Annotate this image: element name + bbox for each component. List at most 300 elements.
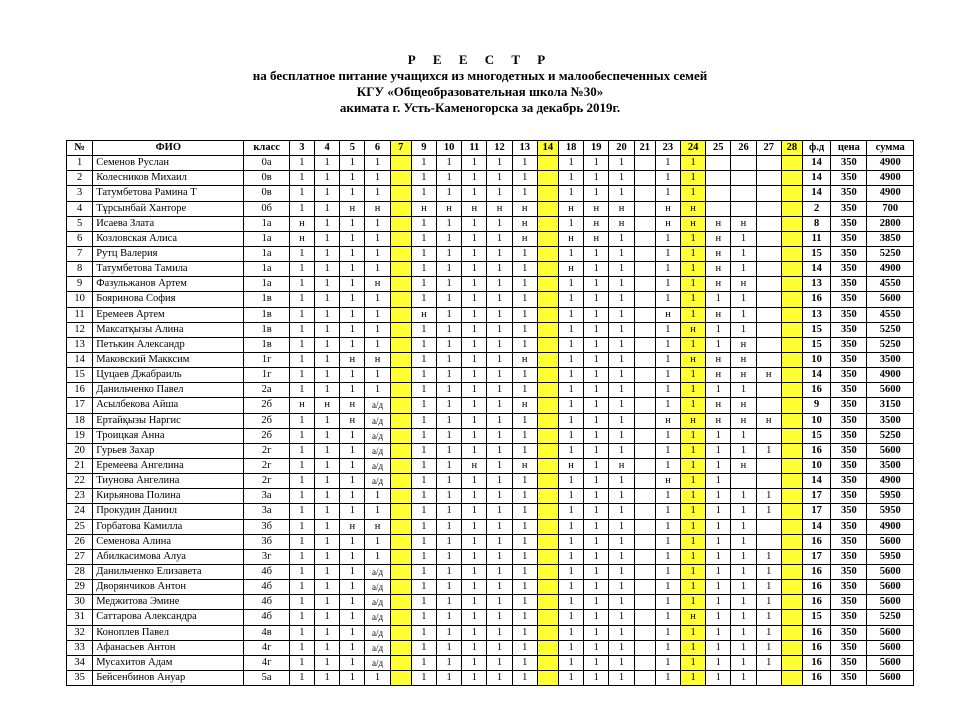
price-cell: 350 — [831, 398, 867, 413]
attendance-cell: 1 — [289, 186, 314, 201]
attendance-cell: 1 — [487, 186, 512, 201]
attendance-cell — [781, 186, 802, 201]
attendance-cell: н — [706, 413, 731, 428]
attendance-cell: 1 — [756, 640, 781, 655]
attendance-cell: 1 — [756, 595, 781, 610]
sum-cell: 3150 — [867, 398, 914, 413]
attendance-cell: 1 — [487, 322, 512, 337]
days-total: 14 — [802, 368, 830, 383]
attendance-cell: 1 — [487, 640, 512, 655]
attendance-cell: 1 — [340, 625, 365, 640]
attendance-cell — [390, 549, 411, 564]
attendance-cell: 1 — [609, 292, 634, 307]
attendance-cell: 1 — [315, 564, 340, 579]
attendance-cell — [781, 216, 802, 231]
attendance-cell: 1 — [411, 413, 436, 428]
price-cell: 350 — [831, 231, 867, 246]
attendance-cell — [756, 156, 781, 171]
attendance-cell: 1 — [655, 625, 680, 640]
attendance-cell — [537, 368, 558, 383]
price-cell: 350 — [831, 352, 867, 367]
days-total: 2 — [802, 201, 830, 216]
attendance-cell: 1 — [680, 307, 705, 322]
attendance-cell — [390, 670, 411, 685]
attendance-cell: 1 — [315, 156, 340, 171]
attendance-cell — [537, 443, 558, 458]
attendance-cell — [537, 458, 558, 473]
sum-cell: 5600 — [867, 670, 914, 685]
attendance-cell — [781, 549, 802, 564]
attendance-cell: 1 — [609, 231, 634, 246]
table-row — [67, 625, 914, 640]
attendance-cell: н — [706, 231, 731, 246]
attendance-cell: н — [756, 368, 781, 383]
attendance-cell: 1 — [512, 246, 537, 261]
attendance-cell: н — [289, 216, 314, 231]
attendance-cell: н — [512, 458, 537, 473]
attendance-cell: 1 — [315, 231, 340, 246]
attendance-cell: 1 — [315, 519, 340, 534]
attendance-cell: 1 — [365, 489, 390, 504]
row-number: 2 — [67, 171, 93, 186]
sum-cell: 5250 — [867, 322, 914, 337]
attendance-cell: 1 — [756, 443, 781, 458]
attendance-cell: 1 — [609, 337, 634, 352]
sum-cell: 5600 — [867, 292, 914, 307]
days-total: 14 — [802, 156, 830, 171]
attendance-cell: н — [462, 201, 487, 216]
row-number: 24 — [67, 504, 93, 519]
attendance-cell: 1 — [731, 489, 756, 504]
attendance-cell: 1 — [437, 670, 462, 685]
attendance-cell: 1 — [706, 489, 731, 504]
days-total: 16 — [802, 534, 830, 549]
attendance-cell: 1 — [655, 337, 680, 352]
attendance-cell — [756, 216, 781, 231]
student-name: Троицкая Анна — [93, 428, 244, 443]
attendance-cell — [537, 352, 558, 367]
days-total: 14 — [802, 262, 830, 277]
attendance-cell: 1 — [512, 595, 537, 610]
column-header: 14 — [537, 141, 558, 156]
price-cell: 350 — [831, 262, 867, 277]
price-cell: 350 — [831, 201, 867, 216]
class-cell: 2а — [244, 383, 289, 398]
attendance-cell: 1 — [462, 292, 487, 307]
attendance-cell: 1 — [289, 307, 314, 322]
attendance-cell: 1 — [462, 489, 487, 504]
attendance-cell: 1 — [559, 337, 584, 352]
column-header: 27 — [756, 141, 781, 156]
table-row — [67, 292, 914, 307]
attendance-cell: 1 — [411, 670, 436, 685]
column-header: 13 — [512, 141, 537, 156]
attendance-cell: 1 — [462, 443, 487, 458]
days-total: 16 — [802, 443, 830, 458]
attendance-cell: 1 — [655, 534, 680, 549]
attendance-cell: 1 — [731, 655, 756, 670]
attendance-cell: 1 — [584, 564, 609, 579]
row-number: 4 — [67, 201, 93, 216]
class-cell: 2б — [244, 428, 289, 443]
sum-cell: 5600 — [867, 625, 914, 640]
days-total: 14 — [802, 171, 830, 186]
attendance-cell: 1 — [315, 337, 340, 352]
attendance-cell: 1 — [462, 383, 487, 398]
attendance-cell: н — [680, 322, 705, 337]
attendance-cell — [390, 474, 411, 489]
attendance-cell: 1 — [584, 262, 609, 277]
attendance-cell: 1 — [437, 216, 462, 231]
attendance-cell — [537, 307, 558, 322]
attendance-cell: 1 — [462, 413, 487, 428]
days-total: 16 — [802, 595, 830, 610]
attendance-cell: 1 — [437, 292, 462, 307]
attendance-cell: н — [706, 277, 731, 292]
attendance-cell: н — [731, 352, 756, 367]
attendance-cell — [756, 201, 781, 216]
attendance-cell: 1 — [315, 322, 340, 337]
sum-cell: 5600 — [867, 564, 914, 579]
attendance-cell: 1 — [609, 610, 634, 625]
attendance-cell: 1 — [437, 383, 462, 398]
column-header: ФИО — [93, 141, 244, 156]
attendance-cell — [634, 201, 655, 216]
attendance-cell — [756, 337, 781, 352]
attendance-cell: н — [584, 231, 609, 246]
column-header: 5 — [340, 141, 365, 156]
attendance-cell — [634, 231, 655, 246]
attendance-cell: 1 — [340, 322, 365, 337]
attendance-cell: 1 — [289, 610, 314, 625]
price-cell: 350 — [831, 474, 867, 489]
attendance-cell: 1 — [340, 595, 365, 610]
price-cell: 350 — [831, 534, 867, 549]
attendance-cell — [781, 398, 802, 413]
attendance-cell — [537, 277, 558, 292]
attendance-cell: 1 — [584, 519, 609, 534]
table-row — [67, 443, 914, 458]
price-cell: 350 — [831, 186, 867, 201]
price-cell: 350 — [831, 322, 867, 337]
sum-cell: 5600 — [867, 534, 914, 549]
attendance-cell: 1 — [437, 443, 462, 458]
attendance-cell: 1 — [706, 670, 731, 685]
table-row — [67, 337, 914, 352]
attendance-cell: 1 — [731, 262, 756, 277]
attendance-cell — [781, 201, 802, 216]
sum-cell: 4900 — [867, 186, 914, 201]
attendance-cell: 1 — [365, 549, 390, 564]
attendance-cell: 1 — [731, 640, 756, 655]
sum-cell: 4550 — [867, 307, 914, 322]
attendance-cell: 1 — [437, 489, 462, 504]
attendance-cell: 1 — [584, 428, 609, 443]
price-cell: 350 — [831, 443, 867, 458]
attendance-cell: 1 — [365, 307, 390, 322]
price-cell: 350 — [831, 580, 867, 595]
attendance-cell: 1 — [756, 610, 781, 625]
attendance-cell — [390, 564, 411, 579]
attendance-cell: 1 — [289, 246, 314, 261]
student-name: Мусахитов Адам — [93, 655, 244, 670]
attendance-cell: 1 — [411, 383, 436, 398]
row-number: 32 — [67, 625, 93, 640]
attendance-cell — [390, 595, 411, 610]
student-name: Кирьянова Полина — [93, 489, 244, 504]
attendance-cell: 1 — [609, 352, 634, 367]
table-row — [67, 458, 914, 473]
row-number: 34 — [67, 655, 93, 670]
attendance-cell: 1 — [706, 292, 731, 307]
attendance-cell: 1 — [512, 307, 537, 322]
attendance-cell — [781, 443, 802, 458]
attendance-cell: н — [706, 262, 731, 277]
class-cell: 1г — [244, 352, 289, 367]
attendance-cell: 1 — [289, 443, 314, 458]
attendance-cell: 1 — [609, 307, 634, 322]
row-number: 15 — [67, 368, 93, 383]
document-subtitle: на бесплатное питание учащихся из многодетных и малообеспеченных семей — [252, 68, 708, 83]
attendance-cell: 1 — [437, 504, 462, 519]
attendance-cell — [731, 474, 756, 489]
sum-cell: 5600 — [867, 595, 914, 610]
attendance-cell: 1 — [437, 474, 462, 489]
price-cell: 350 — [831, 368, 867, 383]
attendance-cell: 1 — [340, 564, 365, 579]
attendance-cell: 1 — [655, 610, 680, 625]
attendance-cell: а/д — [365, 458, 390, 473]
attendance-cell: 1 — [559, 625, 584, 640]
class-cell: 3а — [244, 504, 289, 519]
column-header: 11 — [462, 141, 487, 156]
attendance-cell: н — [512, 231, 537, 246]
attendance-cell: 1 — [411, 640, 436, 655]
attendance-cell: 1 — [462, 428, 487, 443]
attendance-cell: а/д — [365, 625, 390, 640]
attendance-cell: 1 — [731, 580, 756, 595]
attendance-cell: 1 — [365, 292, 390, 307]
table-row — [67, 383, 914, 398]
attendance-cell — [756, 519, 781, 534]
attendance-cell: 1 — [609, 156, 634, 171]
attendance-cell: 1 — [756, 504, 781, 519]
attendance-cell — [537, 519, 558, 534]
attendance-cell: н — [706, 307, 731, 322]
attendance-cell — [634, 428, 655, 443]
attendance-cell — [781, 625, 802, 640]
attendance-cell: 1 — [411, 519, 436, 534]
attendance-cell — [781, 670, 802, 685]
document-title: Р Е Е С Т Р — [407, 52, 553, 67]
price-cell: 350 — [831, 337, 867, 352]
attendance-cell: 1 — [559, 246, 584, 261]
attendance-cell — [634, 413, 655, 428]
attendance-cell: 1 — [437, 231, 462, 246]
attendance-cell: 1 — [487, 564, 512, 579]
class-cell: 1а — [244, 246, 289, 261]
attendance-cell: 1 — [680, 171, 705, 186]
attendance-cell — [537, 337, 558, 352]
student-name: Татумбетова Рамина Т — [93, 186, 244, 201]
attendance-cell: н — [655, 474, 680, 489]
attendance-cell: 1 — [462, 352, 487, 367]
attendance-cell: 1 — [462, 519, 487, 534]
attendance-cell: 1 — [706, 580, 731, 595]
attendance-cell: 1 — [411, 277, 436, 292]
attendance-cell: 1 — [340, 292, 365, 307]
attendance-cell: 1 — [365, 171, 390, 186]
table-row — [67, 186, 914, 201]
attendance-cell: 1 — [437, 413, 462, 428]
price-cell: 350 — [831, 595, 867, 610]
attendance-cell: 1 — [559, 186, 584, 201]
price-cell: 350 — [831, 277, 867, 292]
attendance-cell: 1 — [315, 246, 340, 261]
sum-cell: 5250 — [867, 246, 914, 261]
attendance-cell: 1 — [609, 474, 634, 489]
attendance-cell: 1 — [462, 398, 487, 413]
attendance-cell — [756, 352, 781, 367]
attendance-cell: 1 — [584, 595, 609, 610]
attendance-cell: 1 — [559, 413, 584, 428]
student-name: Петькин Александр — [93, 337, 244, 352]
class-cell: 4б — [244, 595, 289, 610]
attendance-cell: 1 — [411, 458, 436, 473]
attendance-cell — [537, 625, 558, 640]
attendance-cell: 1 — [559, 610, 584, 625]
sum-cell: 5250 — [867, 428, 914, 443]
attendance-cell: 1 — [315, 186, 340, 201]
attendance-cell: 1 — [609, 625, 634, 640]
row-number: 21 — [67, 458, 93, 473]
attendance-cell: 1 — [584, 549, 609, 564]
student-name: Абилкасимова Алуа — [93, 549, 244, 564]
attendance-cell — [390, 352, 411, 367]
student-name: Прокудин Даниил — [93, 504, 244, 519]
sum-cell: 5600 — [867, 580, 914, 595]
attendance-cell: 1 — [584, 489, 609, 504]
attendance-cell: 1 — [512, 640, 537, 655]
attendance-cell: 1 — [411, 246, 436, 261]
attendance-cell: 1 — [437, 398, 462, 413]
attendance-cell — [537, 595, 558, 610]
class-cell: 4г — [244, 655, 289, 670]
class-cell: 4в — [244, 625, 289, 640]
attendance-cell: 1 — [315, 201, 340, 216]
attendance-cell: 1 — [655, 595, 680, 610]
student-name: Данильченко Елизавета — [93, 564, 244, 579]
days-total: 13 — [802, 307, 830, 322]
attendance-cell: 1 — [462, 186, 487, 201]
attendance-cell: 1 — [289, 292, 314, 307]
attendance-cell: 1 — [411, 564, 436, 579]
attendance-cell: 1 — [462, 277, 487, 292]
student-name: Тиунова Ангелина — [93, 474, 244, 489]
attendance-cell: 1 — [411, 352, 436, 367]
table-row — [67, 489, 914, 504]
attendance-cell — [706, 201, 731, 216]
attendance-cell: 1 — [559, 368, 584, 383]
attendance-cell: н — [340, 519, 365, 534]
student-name: Колесников Михаил — [93, 171, 244, 186]
attendance-cell: 1 — [487, 504, 512, 519]
attendance-cell — [634, 474, 655, 489]
attendance-cell: 1 — [411, 428, 436, 443]
attendance-cell: 1 — [609, 564, 634, 579]
class-cell: 1а — [244, 277, 289, 292]
attendance-cell: 1 — [756, 489, 781, 504]
attendance-cell: 1 — [487, 489, 512, 504]
student-name: Фазульжанов Артем — [93, 277, 244, 292]
row-number: 20 — [67, 443, 93, 458]
attendance-cell: 1 — [411, 171, 436, 186]
attendance-cell: 1 — [462, 534, 487, 549]
attendance-cell: 1 — [584, 580, 609, 595]
price-cell: 350 — [831, 625, 867, 640]
attendance-cell: 1 — [411, 580, 436, 595]
attendance-cell: 1 — [559, 489, 584, 504]
attendance-cell: 1 — [487, 246, 512, 261]
attendance-cell: 1 — [462, 670, 487, 685]
attendance-cell: 1 — [340, 262, 365, 277]
attendance-cell: а/д — [365, 610, 390, 625]
attendance-cell: 1 — [340, 307, 365, 322]
attendance-cell — [537, 610, 558, 625]
attendance-cell — [781, 171, 802, 186]
days-total: 10 — [802, 458, 830, 473]
student-name: Афанасьев Антон — [93, 640, 244, 655]
attendance-cell: 1 — [731, 428, 756, 443]
price-cell: 350 — [831, 610, 867, 625]
attendance-cell: 1 — [706, 640, 731, 655]
attendance-cell — [537, 474, 558, 489]
attendance-cell: 1 — [512, 489, 537, 504]
attendance-cell: 1 — [437, 595, 462, 610]
attendance-cell: 1 — [487, 595, 512, 610]
attendance-cell: 1 — [584, 337, 609, 352]
attendance-cell: 1 — [437, 428, 462, 443]
attendance-cell — [781, 322, 802, 337]
attendance-cell: 1 — [512, 504, 537, 519]
attendance-cell: 1 — [487, 398, 512, 413]
attendance-cell: 1 — [487, 216, 512, 231]
attendance-cell: 1 — [340, 156, 365, 171]
attendance-cell: 1 — [512, 292, 537, 307]
table-row — [67, 368, 914, 383]
column-header: 23 — [655, 141, 680, 156]
column-header: 20 — [609, 141, 634, 156]
sum-cell: 5250 — [867, 610, 914, 625]
column-header: 4 — [315, 141, 340, 156]
attendance-cell — [781, 368, 802, 383]
attendance-cell: 1 — [315, 655, 340, 670]
attendance-cell — [731, 156, 756, 171]
attendance-cell: 1 — [289, 201, 314, 216]
attendance-cell — [756, 307, 781, 322]
attendance-cell: 1 — [584, 307, 609, 322]
attendance-cell: 1 — [365, 534, 390, 549]
student-name: Бейсенбинов Ануар — [93, 670, 244, 685]
attendance-cell — [634, 216, 655, 231]
class-cell: 1в — [244, 307, 289, 322]
class-cell: 1а — [244, 262, 289, 277]
row-number: 30 — [67, 595, 93, 610]
attendance-cell: 1 — [289, 428, 314, 443]
document-organization: КГУ «Общеобразовательная школа №30» — [356, 84, 604, 99]
attendance-cell: 1 — [609, 443, 634, 458]
attendance-cell: 1 — [655, 292, 680, 307]
